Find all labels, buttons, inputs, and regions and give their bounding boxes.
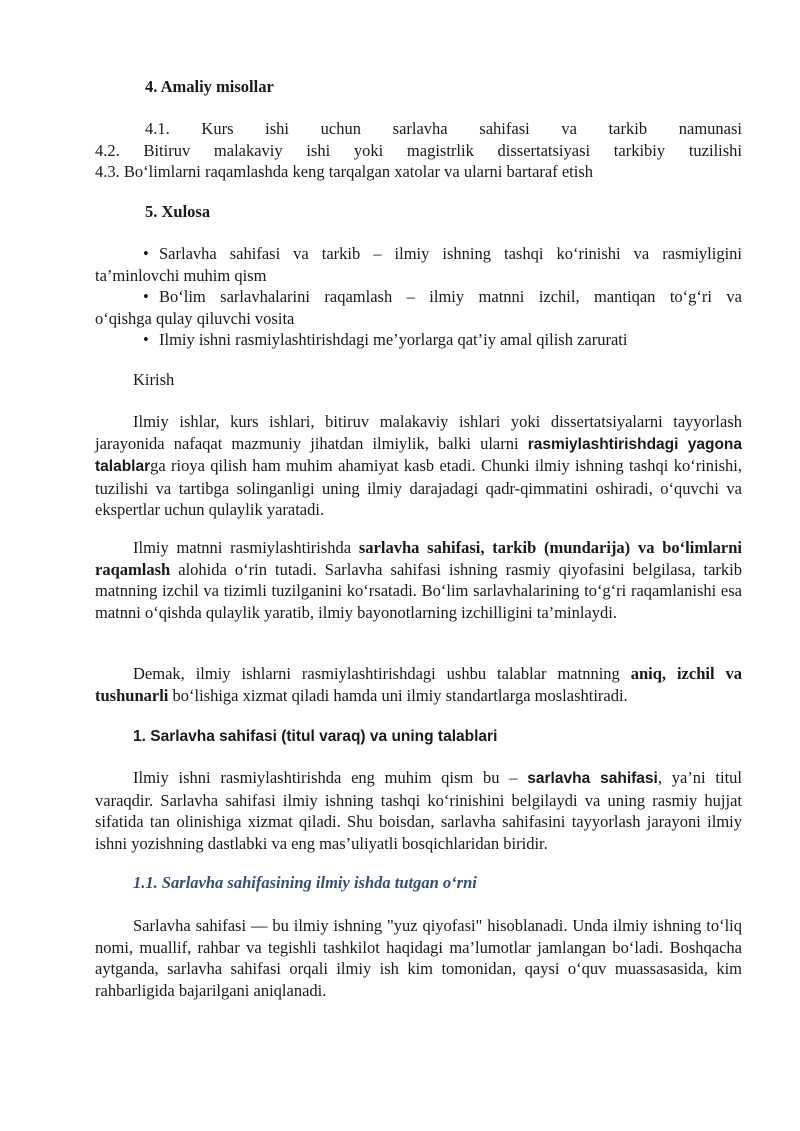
paragraph: Ilmiy ishlar, kurs ishlari, bitiruv malakaviy ishlari yoki dissertatsiyalarni tayyorlash jarayonida nafaqat mazmuniy jihatdan ilmiylik, balki ularni rasmiylashtirishdagi yagona talablarga rioya qilish ham muhim ahamiyat kasb etadi. Chunki ilmiy ishning tashqi ko‘rinishi, tuzilishi va tartibga solinganligi uning ilmiy darajadagi qadr-qimmatini oshiradi, o‘quvchi va ekspertlar uchun qulaylik yaratadi. [95, 412, 743, 519]
list-item: • Bo‘lim sarlavhalarini raqamlash – ilmiy matnni izchil, mantiqan to‘g‘ri va [143, 287, 742, 306]
list-item: • Sarlavha sahifasi va tarkib – ilmiy ishning tashqi ko‘rinishi va rasmiyligini [143, 244, 742, 263]
section-1-heading: 1. Sarlavha sahifasi (titul varaq) va uning talablari [133, 728, 498, 745]
bullet-icon: • [143, 287, 149, 306]
bullet-icon: • [143, 330, 149, 349]
section-5-bullets [95, 243, 742, 351]
subsection-1-1-heading: 1.1. Sarlavha sahifasining ilmiy ishda tutgan o‘rni [133, 873, 477, 892]
intro-label-block [95, 369, 742, 391]
list-item: 4.1. Kurs ishi uchun sarlavha sahifasi va tarkib namunasi [145, 119, 742, 138]
subsection-1-1-paragraph [95, 915, 742, 1001]
section-1 [95, 726, 742, 748]
paragraph: Ilmiy ishni rasmiylashtirishda eng muhim qism bu – sarlavha sahifasi, ya’ni titul varaqdir. Sarlavha sahifasi ilmiy ishning tashqi ko‘rinishini belgilaydi va uning rasmiy hujjat sifatida tan olinishiga xizmat qiladi. Shu boisdan, sarlavha sahifasini tayyorlash jarayoni ilmiy ishni yozishning dastlabki va eng mas’uliyatli bosqichlaridan biridir. [95, 768, 742, 853]
intro-paragraph-2 [95, 537, 742, 623]
paragraph: Demak, ilmiy ishlarni rasmiylashtirishdagi ushbu talablar matnning aniq, izchil va tushunarli bo‘lishiga xizmat qiladi hamda uni ilmiy standartlarga moslashtiradi. [95, 664, 742, 705]
list-item: • Ilmiy ishni rasmiylashtirishdagi me’yorlarga qat’iy amal qilish zarurati [143, 330, 628, 349]
section-4-heading: 4. Amaliy misollar [145, 77, 274, 96]
list-item: 4.3. Bo‘limlarni raqamlashda keng tarqalgan xatolar va ularni bartaraf etish [95, 162, 594, 181]
intro-paragraph-3 [95, 663, 742, 706]
intro-paragraph-1 [95, 411, 742, 521]
section-1-paragraph [95, 767, 742, 854]
bullet-icon: • [143, 244, 149, 263]
section-4 [95, 76, 742, 98]
list-item-continuation: o‘qishga qulay qiluvchi vosita [95, 308, 295, 328]
paragraph: Sarlavha sahifasi — bu ilmiy ishning "yuz qiyofasi" hisoblanadi. Unda ilmiy ishning to‘liq nomi, muallif, rahbar va tegishli tashkilot haqidagi ma’lumotlar jamlangan bo‘ladi. Boshqacha aytganda, sarlavha sahifasi orqali ilmiy ish kim tomonidan, qaysi o‘quv muassasasida, kim rahbarligida bajarilgani aniqlanadi. [95, 916, 742, 1000]
subsection-1-1 [95, 872, 742, 894]
section-4-items [95, 118, 742, 183]
paragraph: Ilmiy matnni rasmiylashtirishda sarlavha sahifasi, tarkib (mundarija) va bo‘limlarni raqamlash alohida o‘rin tutadi. Sarlavha sahifasi ishning rasmiy qiyofasini belgilasa, tarkib matnning izchil va tizimli tuzilganini ko‘rsatadi. Bo‘lim sarlavhalarining to‘g‘ri raqamlanishi esa matnni o‘qishda qulaylik yaratib, ilmiy bayonotlarning izchilligini ta’minlaydi. [95, 538, 742, 622]
list-item-continuation: ta’minlovchi muhim qism [95, 265, 267, 285]
section-5-heading: 5. Xulosa [145, 202, 211, 221]
list-item: 4.2. Bitiruv malakaviy ishi yoki magistrlik dissertatsiyasi tarkibiy tuzilishi [95, 140, 742, 160]
intro-label: Kirish [133, 370, 175, 389]
section-5 [95, 201, 742, 223]
